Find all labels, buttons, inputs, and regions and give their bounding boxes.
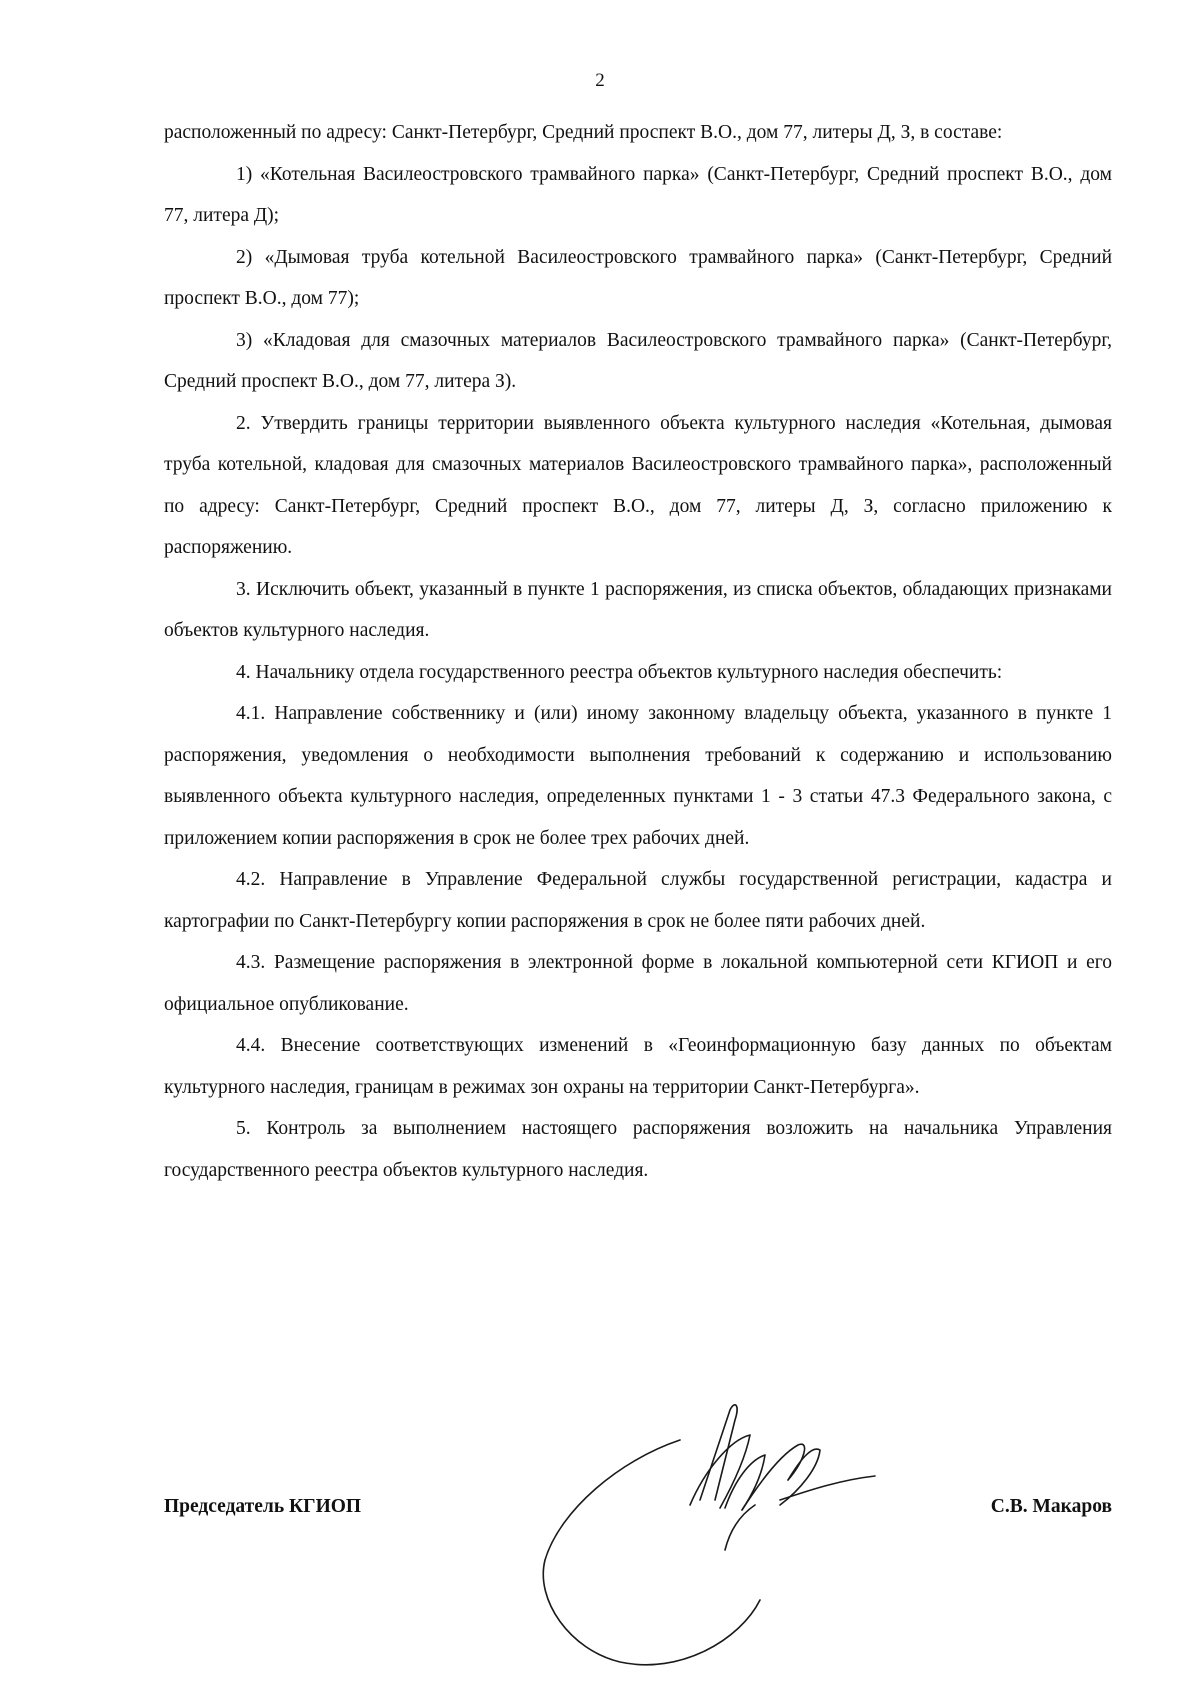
signature-block — [164, 1496, 1112, 1536]
paragraph-item-2: 2) «Дымовая труба котельной Василеостровского трамвайного парка» (Санкт-Петербург, Средний проспект В.О., дом 77); — [164, 246, 1112, 309]
paragraph-point-3: 3. Исключить объект, указанный в пункте 1 распоряжения, из списка объектов, обладающих признаками объектов культурного наследия. — [164, 578, 1112, 641]
paragraph-address: расположенный по адресу: Санкт-Петербург, Средний проспект В.О., дом 77, литеры Д, З, в составе: — [164, 122, 1003, 143]
signatory-position: Председатель КГИОП — [164, 1496, 362, 1517]
document-body — [164, 112, 1112, 1191]
paragraph-point-4-2: 4.2. Направление в Управление Федеральной службы государственной регистрации, кадастра и картографии по Санкт-Петербургу копии распоряжения в срок не более пяти рабочих дней. — [164, 869, 1112, 932]
paragraph-item-1: 1) «Котельная Василеостровского трамвайного парка» (Санкт-Петербург, Средний проспект В.О., дом 77, литера Д); — [164, 163, 1112, 226]
paragraph-point-5: 5. Контроль за выполнением настоящего распоряжения возложить на начальника Управления государственного реестра объектов культурного наследия. — [164, 1118, 1112, 1181]
paragraph-item-3: 3) «Кладовая для смазочных материалов Василеостровского трамвайного парка» (Санкт-Петербург, Средний проспект В.О., дом 77, литера З). — [164, 329, 1112, 392]
paragraph-point-2: 2. Утвердить границы территории выявленного объекта культурного наследия «Котельная, дымовая труба котельной, кладовая для смазочных материалов Василеостровского трамвайного парка», расположенный по адресу: Санкт-Петербург, Средний проспект В.О., дом 77, литеры Д, З, согласно приложению к распоряжению. — [164, 412, 1112, 558]
signatory-name: С.В. Макаров — [990, 1496, 1112, 1517]
paragraph-point-4-4: 4.4. Внесение соответствующих изменений в «Геоинформационную базу данных по объектам культурного наследия, границам в режимах зон охраны на территории Санкт-Петербурга». — [164, 1035, 1112, 1098]
page-number: 2 — [595, 70, 605, 91]
paragraph-point-4-3: 4.3. Размещение распоряжения в электронной форме в локальной компьютерной сети КГИОП и его официальное опубликование. — [164, 952, 1112, 1015]
handwritten-signature — [530, 1400, 910, 1680]
paragraph-point-4-1: 4.1. Направление собственнику и (или) иному законному владельцу объекта, указанного в пункте 1 распоряжения, уведомления о необходимости выполнения требований к содержанию и использованию выявленного объекта культурного наследия, определенных пунктами 1 - 3 статьи 47.3 Федерального закона, с приложением копии распоряжения в срок не более трех рабочих дней. — [164, 703, 1112, 849]
paragraph-point-4: 4. Начальнику отдела государственного реестра объектов культурного наследия обеспечить: — [236, 661, 1003, 683]
